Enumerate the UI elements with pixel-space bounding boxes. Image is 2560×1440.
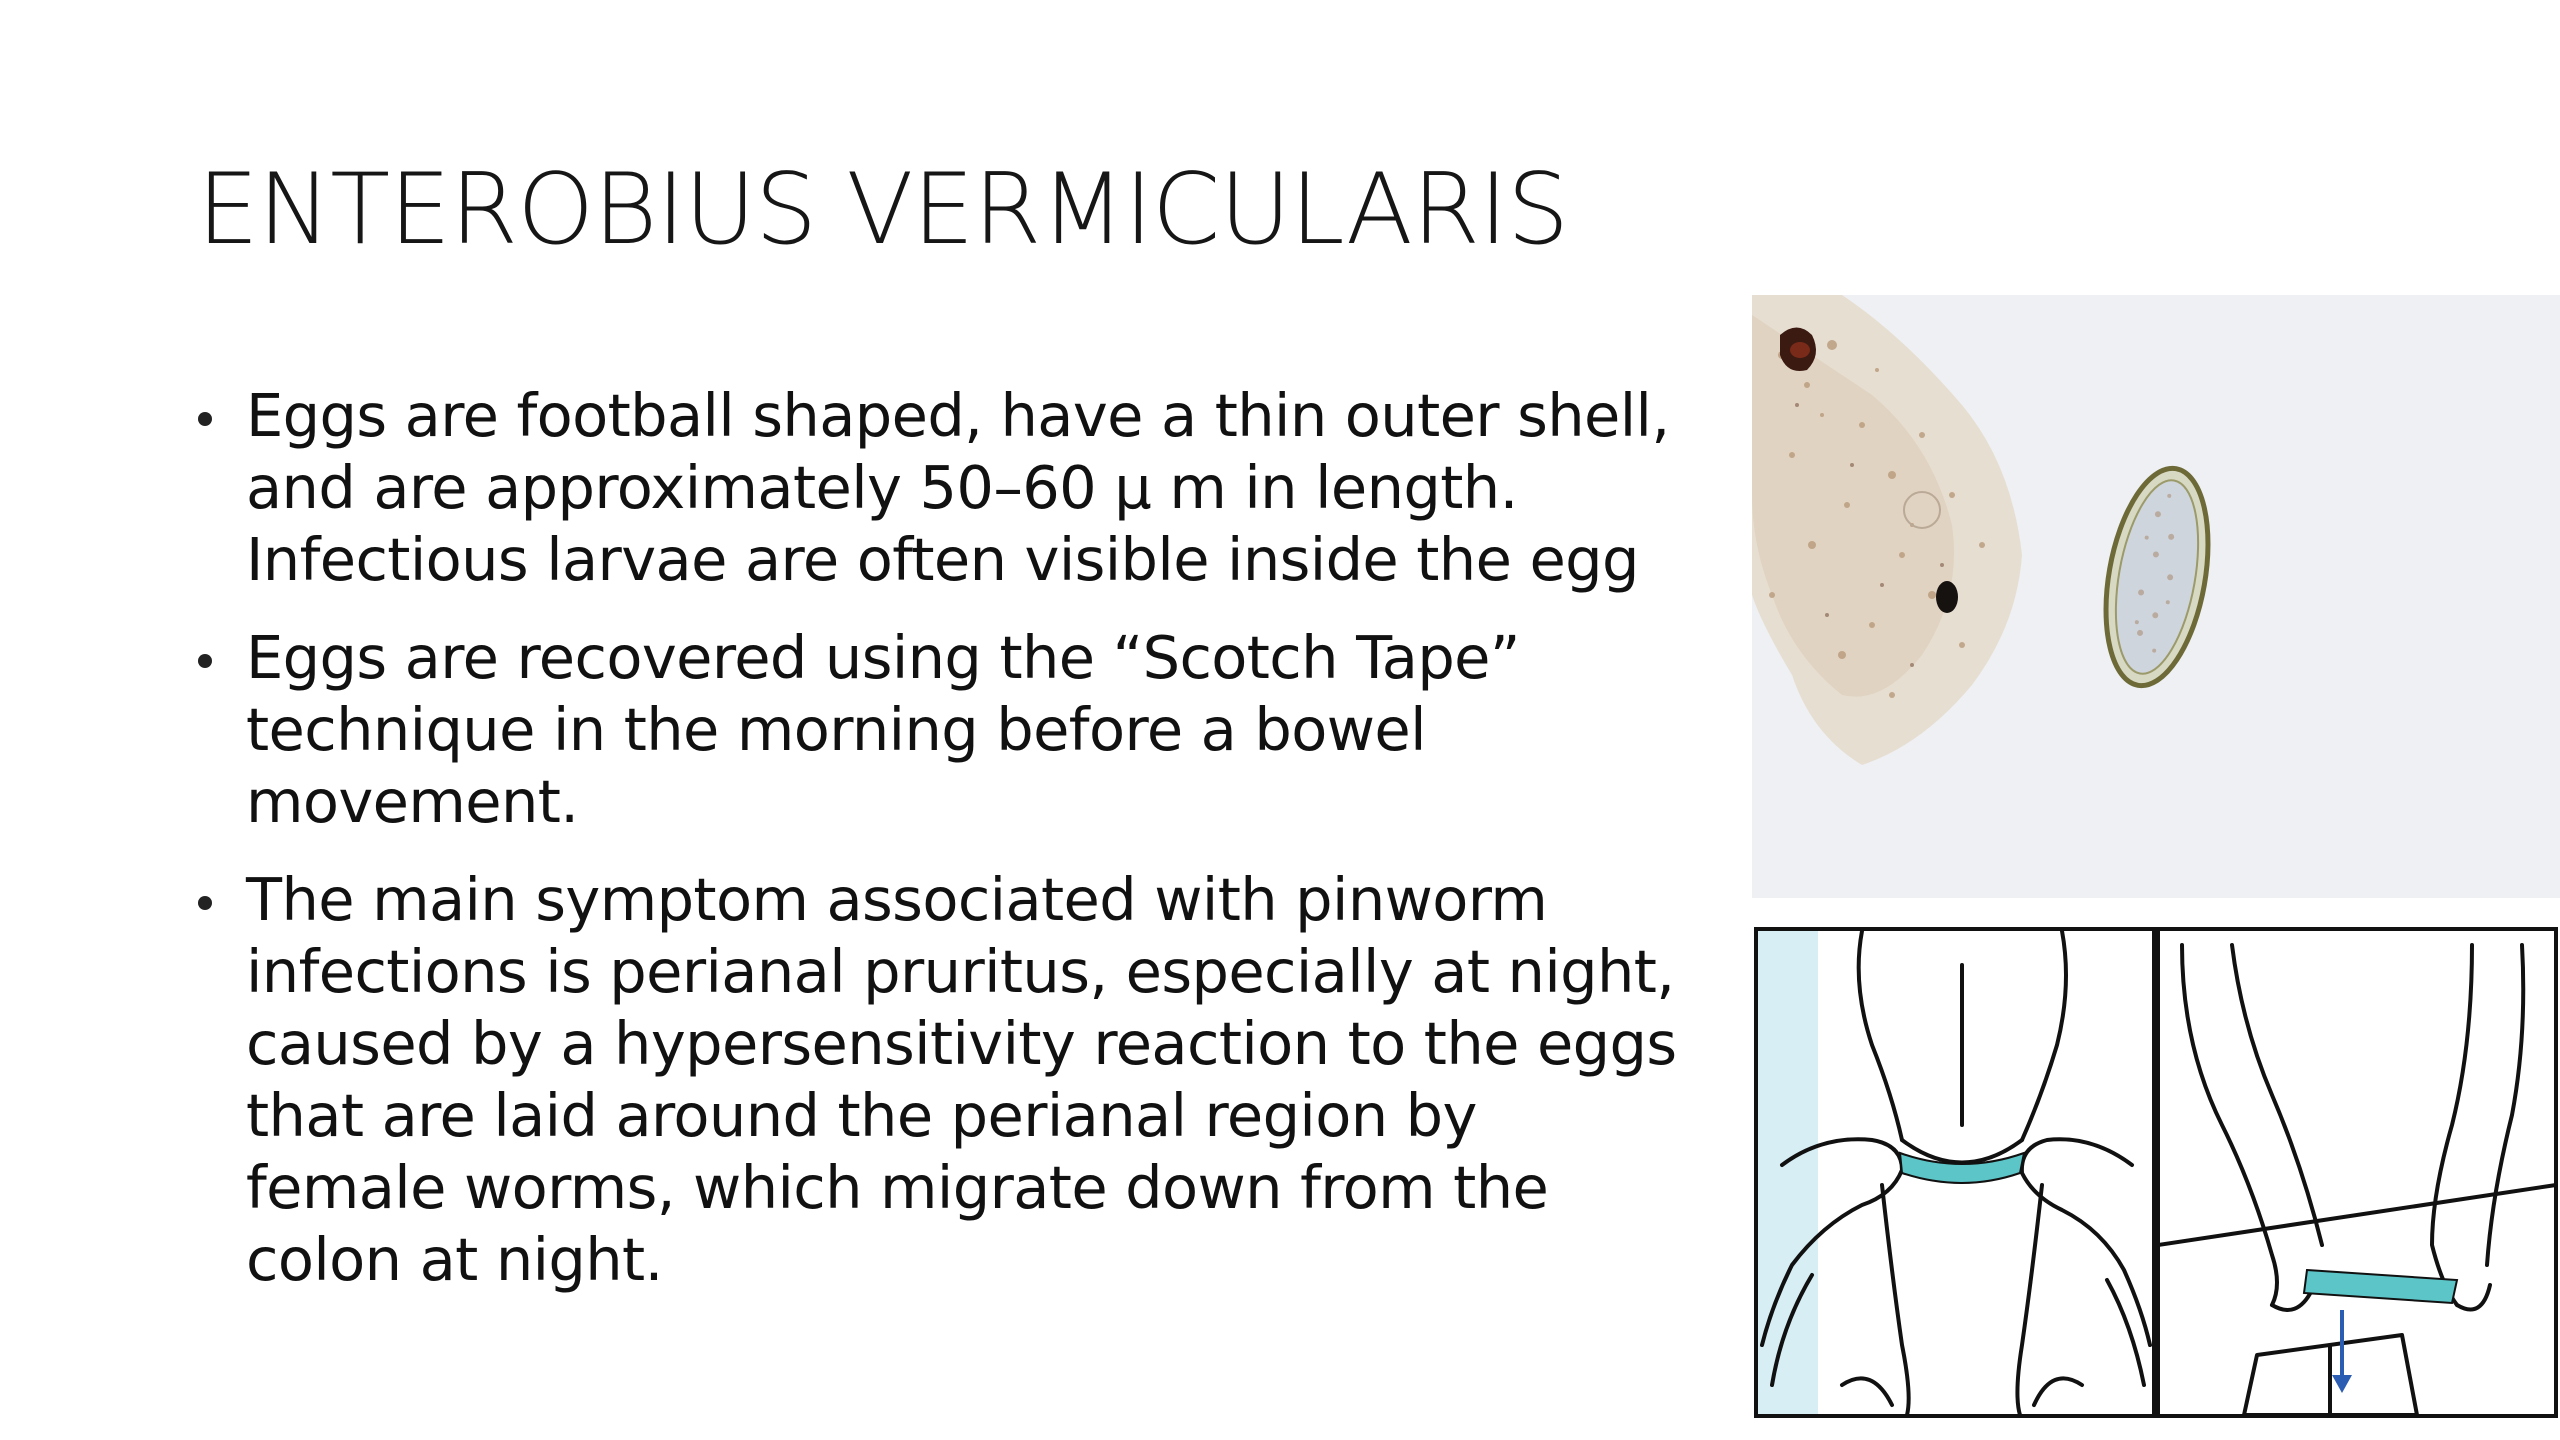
bullet-icon (198, 896, 212, 910)
bullet-line: female worms, which migrate down from the (246, 1153, 1549, 1222)
bullet-line: technique in the morning before a bowel (246, 695, 1426, 764)
bullet-line: infections is perianal pruritus, especially at night, (246, 937, 1675, 1006)
bullet-icon (198, 654, 212, 668)
slide-title: ENTEROBIUS VERMICULARIS (197, 153, 1569, 267)
bullet-line: Infectious larvae are often visible inside the egg (246, 525, 1639, 594)
bullet-line: that are laid around the perianal region by (246, 1081, 1477, 1150)
bullet-line: Eggs are football shaped, have a thin outer shell, (246, 381, 1670, 450)
bullet-line: caused by a hypersensitivity reaction to the eggs (246, 1009, 1677, 1078)
bullet-line: movement. (246, 767, 579, 836)
bullet-line: The main symptom associated with pinworm (246, 865, 1548, 934)
bullet-line: Eggs are recovered using the “Scotch Tape” (246, 623, 1520, 692)
bullet-line: and are approximately 50–60 µ m in length. (246, 453, 1518, 522)
egg-micrograph-image (1752, 295, 2560, 898)
bullet-line: colon at night. (246, 1225, 663, 1294)
bullet-icon (198, 412, 212, 426)
bullet-item (190, 622, 1750, 838)
bullet-list (190, 380, 1750, 1296)
bullet-item (190, 380, 1750, 596)
bullet-item (190, 864, 1750, 1296)
scotch-tape-technique-illustration (1752, 925, 2560, 1420)
